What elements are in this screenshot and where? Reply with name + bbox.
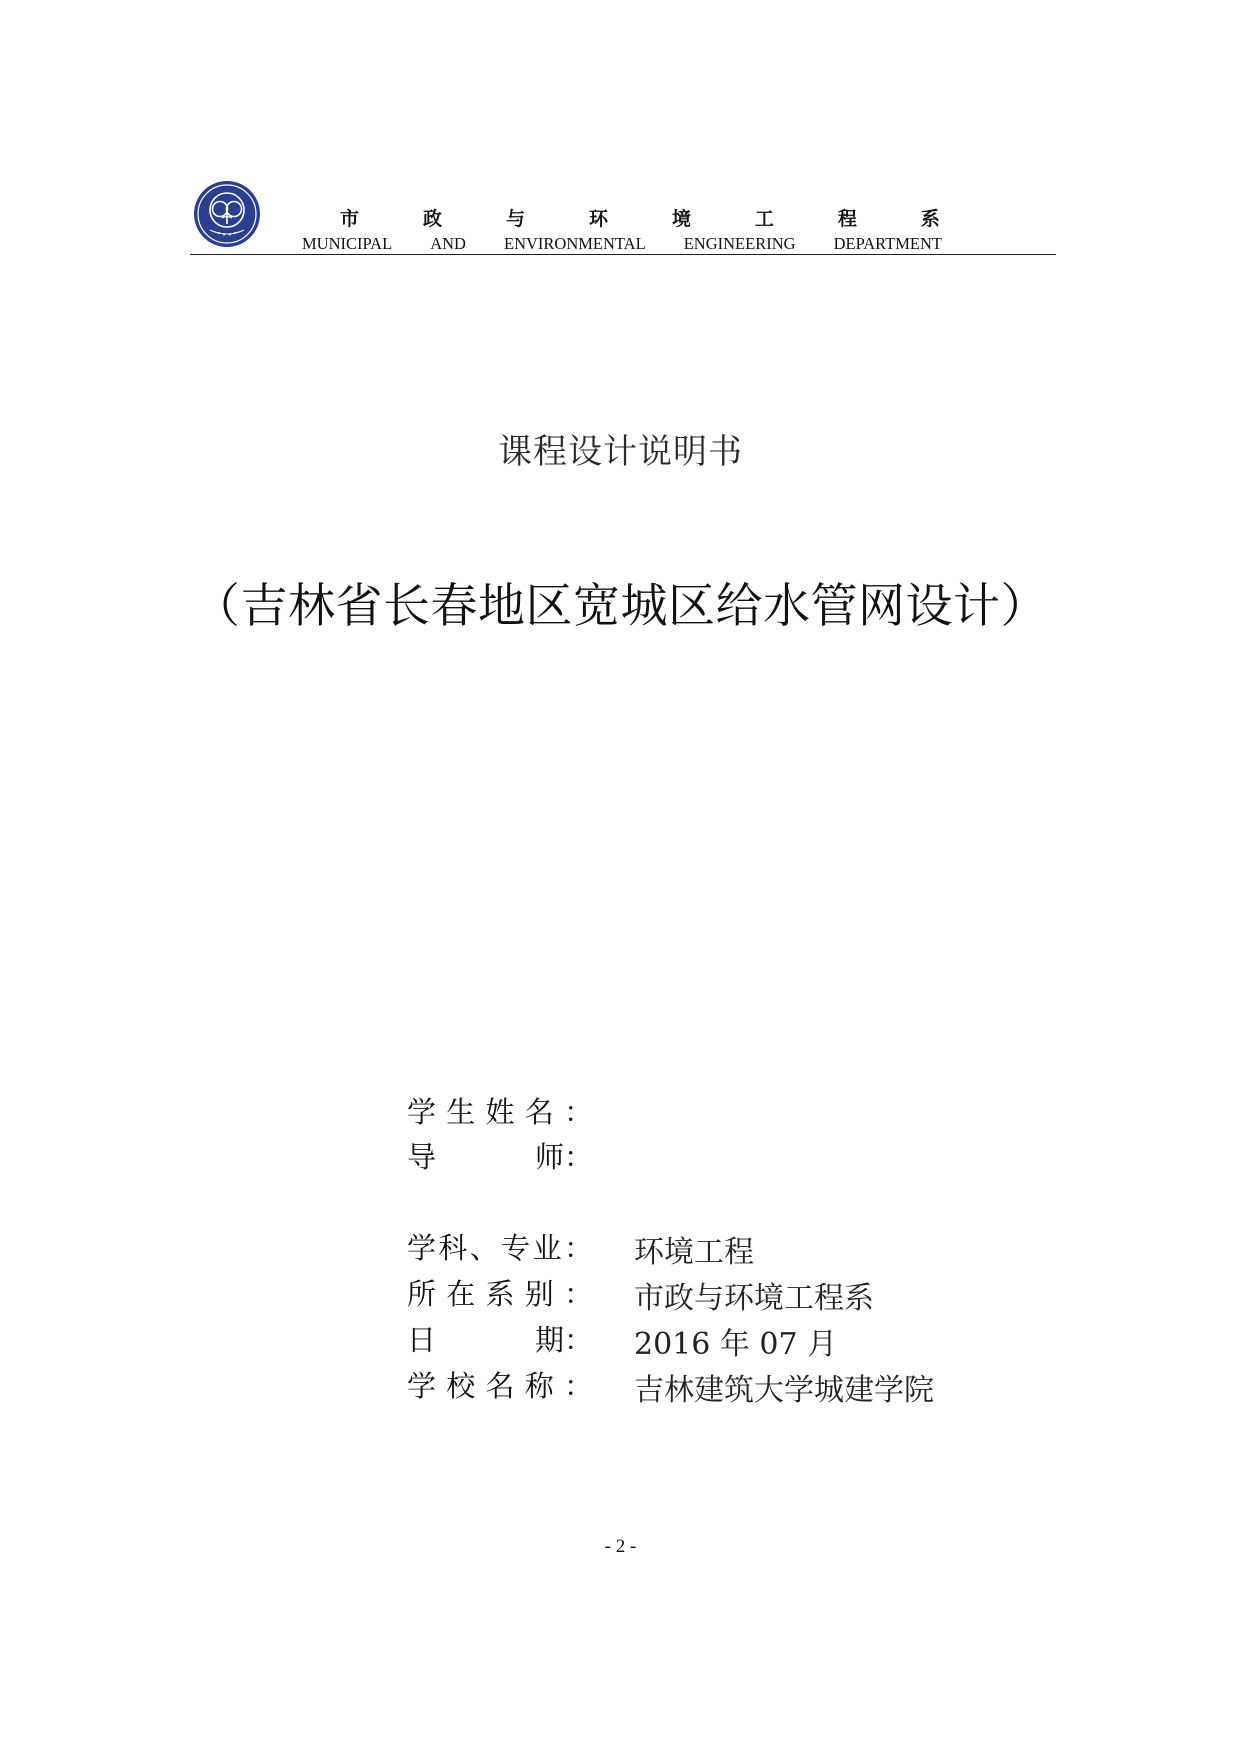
info-value: 环境工程	[634, 1235, 754, 1270]
dept-en-word: ENVIRONMENTAL	[504, 234, 646, 253]
label-char: 校	[446, 1369, 476, 1403]
info-value: 吉林建筑大学城建学院	[634, 1373, 934, 1408]
label-char: 、	[469, 1231, 499, 1265]
dept-en-word: ENGINEERING	[683, 234, 796, 253]
info-label	[407, 1318, 593, 1358]
dept-en-word: AND	[430, 234, 466, 253]
label-char: 名	[485, 1369, 515, 1403]
info-label	[407, 1226, 593, 1266]
label-char: 业	[532, 1231, 562, 1265]
document-type-title: 课程设计说明书	[498, 432, 743, 472]
dept-cn-char: 工	[754, 208, 774, 230]
dept-cn-char: 境	[671, 208, 691, 230]
info-row-advisor	[407, 1135, 1007, 1175]
info-label	[407, 1272, 593, 1312]
page-number: - 2 -	[604, 1536, 637, 1557]
label-char: 生	[446, 1095, 476, 1129]
label-char: 在	[446, 1277, 476, 1311]
label-char: 日	[407, 1323, 437, 1357]
label-char: ：	[563, 1323, 593, 1357]
info-row-department	[407, 1272, 1007, 1316]
info-label	[407, 1364, 593, 1404]
label-char: 所	[407, 1277, 437, 1311]
label-char: 期	[534, 1323, 564, 1357]
project-title: （吉林省长春地区宽城区给水管网设计）	[193, 579, 1048, 634]
label-char: 学	[407, 1231, 437, 1265]
label-char: ：	[563, 1369, 593, 1403]
label-char: 名	[524, 1095, 554, 1129]
label-char: 称	[524, 1369, 554, 1403]
department-seal-icon	[193, 180, 261, 248]
label-char: 学	[407, 1095, 437, 1129]
info-label	[407, 1090, 593, 1130]
label-char: 师	[534, 1140, 564, 1174]
info-row-school	[407, 1364, 1007, 1408]
info-row-date	[407, 1318, 1007, 1362]
label-char: ：	[563, 1095, 593, 1129]
dept-en-word: MUNICIPAL	[302, 234, 393, 253]
label-char: 系	[485, 1277, 515, 1311]
info-label	[407, 1135, 593, 1175]
info-value: 2016 年 07 月	[634, 1327, 838, 1362]
label-char: 姓	[485, 1095, 515, 1129]
label-char: ：	[563, 1231, 593, 1265]
info-row-student-name	[407, 1090, 1007, 1130]
department-name-english	[302, 234, 942, 254]
label-char: 专	[501, 1231, 531, 1265]
dept-en-word: DEPARTMENT	[833, 234, 942, 253]
dept-cn-char: 程	[837, 208, 857, 230]
header-divider	[190, 254, 1056, 255]
dept-cn-char: 环	[588, 208, 608, 230]
dept-cn-char: 政	[422, 208, 442, 230]
info-value: 市政与环境工程系	[634, 1281, 874, 1316]
dept-cn-char: 市	[340, 208, 360, 230]
label-char: 别	[524, 1277, 554, 1311]
department-name-chinese	[340, 204, 940, 232]
page-header	[190, 178, 1056, 256]
dept-cn-char: 与	[505, 208, 525, 230]
label-char: 科	[438, 1231, 468, 1265]
label-char: 导	[407, 1140, 437, 1174]
dept-cn-char: 系	[920, 208, 940, 230]
info-row-major	[407, 1226, 1007, 1270]
label-char: ：	[563, 1140, 593, 1174]
label-char: 学	[407, 1369, 437, 1403]
label-char: ：	[563, 1277, 593, 1311]
